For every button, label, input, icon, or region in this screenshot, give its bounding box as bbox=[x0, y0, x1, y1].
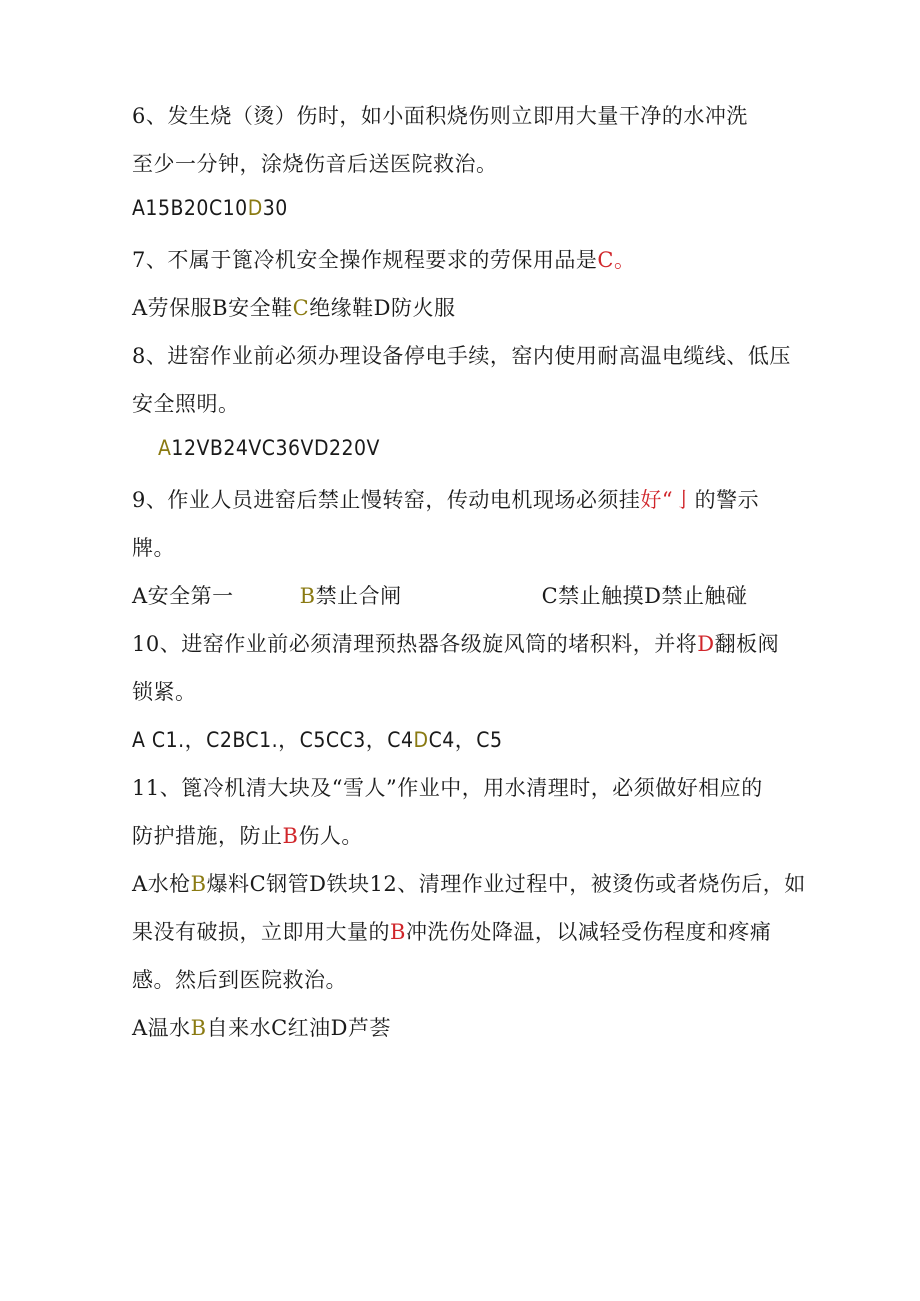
question-6-options bbox=[132, 196, 288, 220]
option-b: 禁止合闸 bbox=[315, 584, 402, 608]
question-10-options bbox=[132, 724, 503, 754]
question-12-line-2 bbox=[132, 916, 771, 946]
text: 伤人。 bbox=[298, 824, 363, 848]
question-12-options bbox=[132, 1012, 391, 1042]
text: 6、发生烧（烫）伤时，如小面积烧伤则立即用大量干净的水冲洗 bbox=[132, 104, 748, 128]
text: 至少一分钟，涂烧伤音后送医院救治。 bbox=[132, 152, 498, 176]
options-text: A15B20C10 bbox=[132, 196, 248, 220]
question-8-options bbox=[158, 436, 380, 460]
options-text: C4，C5 bbox=[428, 728, 503, 752]
question-8-line-2 bbox=[132, 388, 240, 418]
option-cd: C禁止触摸D禁止触碰 bbox=[541, 584, 748, 608]
options-text: A劳保服B安全鞋 bbox=[132, 296, 293, 320]
options-text: 自来水C红油D芦荟 bbox=[206, 1016, 392, 1040]
options-text: A水枪 bbox=[132, 872, 191, 896]
question-11-options-and-question-12-stem bbox=[132, 868, 806, 898]
options-text: 12VB24VC36VD220V bbox=[171, 436, 380, 460]
text: 8、进窑作业前必须办理设备停电手续，窑内使用耐高温电缆线、低压 bbox=[132, 344, 791, 368]
answer-marker: B bbox=[390, 920, 406, 944]
answer-marker: B bbox=[299, 584, 316, 608]
question-11-line-2 bbox=[132, 820, 363, 850]
text: 感。然后到医院救治。 bbox=[132, 968, 347, 992]
options-text: 30 bbox=[262, 196, 288, 220]
answer-marker: B bbox=[282, 824, 299, 848]
options-text: A C1.，C2BC1.，C5CC3，C4 bbox=[132, 728, 414, 752]
answer-marker: C bbox=[292, 296, 310, 320]
answer-marker: B bbox=[190, 1016, 207, 1040]
stem-end: 。 bbox=[613, 248, 636, 272]
text: 牌。 bbox=[132, 536, 175, 560]
answer-marker: D bbox=[247, 196, 263, 220]
options-text: A温水 bbox=[132, 1016, 191, 1040]
question-6-line-1 bbox=[132, 100, 748, 130]
options-text: 绝缘鞋D防火服 bbox=[309, 296, 456, 320]
answer-marker: B bbox=[190, 872, 207, 896]
options-text: 爆料C钢管D铁块 bbox=[206, 872, 370, 896]
question-10-stem bbox=[132, 628, 779, 658]
stem-text: 7、不属于篦冷机安全操作规程要求的劳保用品是 bbox=[132, 248, 598, 272]
stem-end: 的警示 bbox=[694, 488, 760, 512]
text: 果没有破损，立即用大量的 bbox=[132, 920, 390, 944]
question-12-line-3 bbox=[132, 964, 347, 994]
stem-text: 9、作业人员进窑后禁止慢转窑，传动电机现场必须挂 bbox=[132, 488, 641, 512]
question-7-stem bbox=[132, 244, 635, 274]
option-a: A安全第一 bbox=[132, 584, 234, 608]
text: 冲洗伤处降温，以减轻受伤程度和疼痛 bbox=[405, 920, 772, 944]
question-7-options bbox=[132, 292, 456, 322]
text: 锁紧。 bbox=[132, 680, 197, 704]
question-10-line-2 bbox=[132, 676, 197, 706]
answer-marker: A bbox=[158, 436, 172, 460]
text: 安全照明。 bbox=[132, 392, 240, 416]
question-9-stem bbox=[132, 484, 759, 514]
question-9-line-2 bbox=[132, 532, 175, 562]
question-9-options bbox=[132, 580, 748, 610]
answer-marker: C bbox=[597, 248, 614, 272]
text: 防护措施，防止 bbox=[132, 824, 283, 848]
stem-text: 10、进窑作业前必须清理预热器各级旋风筒的堵积料，并将 bbox=[132, 632, 698, 656]
text: 11、篦冷机清大块及“雪人”作业中，用水清理时，必须做好相应的 bbox=[132, 776, 763, 800]
answer-marker: 好“亅 bbox=[640, 488, 695, 512]
question-8-line-1 bbox=[132, 340, 791, 370]
answer-marker: D bbox=[697, 632, 715, 656]
answer-marker: D bbox=[413, 728, 429, 752]
question-6-line-2 bbox=[132, 148, 498, 178]
question-12-stem: 12、清理作业过程中，被烫伤或者烧伤后，如 bbox=[369, 872, 806, 896]
stem-end: 翻板阀 bbox=[714, 632, 780, 656]
question-11-line-1 bbox=[132, 772, 763, 802]
